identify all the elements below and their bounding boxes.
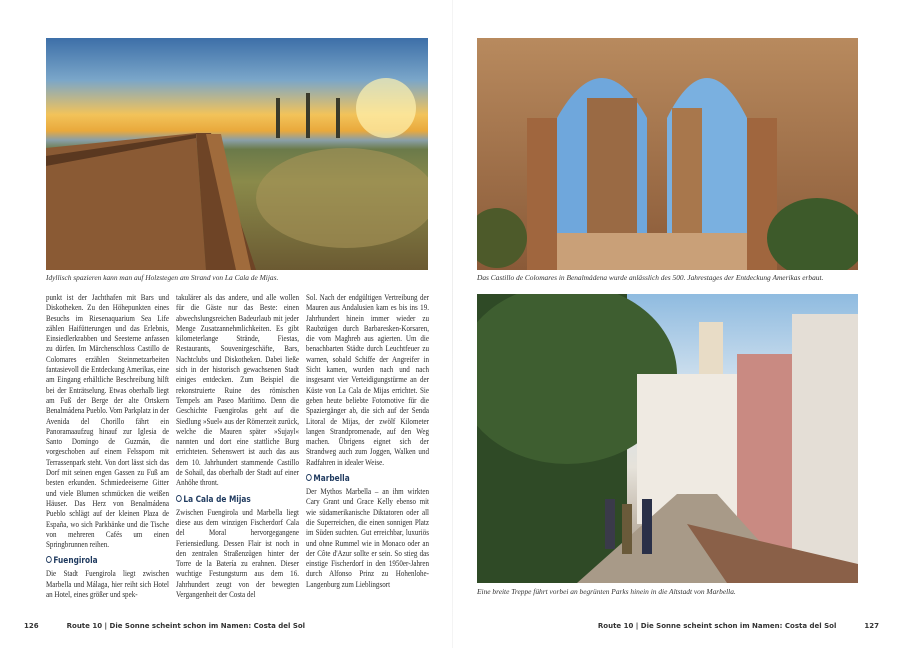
section-heading-text: La Cala de Mijas [183,494,251,505]
castillo-colomares-photo [477,38,858,270]
castillo-caption: Das Castillo de Colomares in Benalmádena wurde anlässlich des 500. Jahrestages der Entdeckung Amerikas erbaut. [477,273,824,282]
section-heading [176,495,299,506]
marbella-caption: Eine breite Treppe führt vorbei an begrünten Parks hinein in die Altstadt von Marbella. [477,587,736,596]
running-head: Route 10 | Die Sonne scheint schon im Namen: Costa del Sol [597,622,837,630]
body-paragraph: Der Mythos Marbella – an ihm wirkten Cary Grant und Grace Kelly ebenso mit wie südamerikanische Diktatoren oder all die Superreichen, die einen sonnigen Platz im Süden suchten. Gut erreichbar, luxuriös und ohne Rummel wie in Monaco oder an der Côte d'Azur sollte er sein. So stieg das einstige Fischerdorf in den 1950er-Jahren durch Alfonso Prinz zu Hohenlohe-Langenburg zum Lieblingsort [306,486,429,589]
section-heading [306,474,429,485]
body-paragraph: Sol. Nach der endgültigen Vertreibung der Mauren aus Andalusien kam es bis ins 19. Jahrhundert hinein immer wieder zu Raubzügen durch Barbaresken-Korsaren, die vom Maghreb aus agierten. Um die benachbarten Städte durch Leuchtfeuer zu warnen, sobald Schiffe der Angreifer in Sicht kamen, wurden nach und nach insgesamt vier Verteidigungstürme an der Küste von La Cala de Mijas errichtet. Sie geben heute beliebte Fotomotive für die Spaziergänger ab, die sich auf der Senda Litoral de Mijas, der zwölf Kilometer langen Strandpromenade, auf den Weg machen. Übrigens eignet sich der Strandweg auch zum Joggen, Walken und Radfahren in idealer Weise. [306,292,429,467]
circle-bullet-icon [176,495,182,502]
marbella-stairs-photo [477,294,858,583]
body-paragraph: Die Stadt Fuengirola liegt zwischen Marbella und Málaga, hier reiht sich Hotel an Hotel, eines größer und spek- [46,568,169,600]
right-footer [598,622,879,630]
body-paragraph: Zwischen Fuengirola und Marbella liegt diese aus dem winzigen Fischerdorf Cala del Moral hervorgegangene Feriensiedlung. Dessen Flair ist noch in den zentralen Straßenzügen hinter der Torre de la Batería zu erahnen. Dieser wuchtige Festungsturm aus dem 16. Jahrhundert zeugt von der bewegten Vergangenheit der Costa del [176,506,299,600]
boardwalk-photo [46,38,428,270]
page-number: 127 [864,622,879,630]
page-gutter [452,0,453,648]
body-paragraph: takulärer als das andere, und alle wollen für die Gäste nur das Beste: einen abwechslungsreichen Badeurlaub mit jeder Menge Zusatzannehmlichkeiten. Es gibt kilometerlange Strände, Fiestas, Restaurants, Souvenirgeschäfte, Bars, Nachtclubs und Diskotheken. Dabei ließe sich in der historisch gewachsenen Stadt einiges entdecken. Zum Beispiel die rekonstruierte Ruine des römischen Tempels am Paseo Marítimo. Denn die Geschichte Fuengirolas geht auf die Siedlung »Suel« aus der Römerzeit zurück, welche die Mauren später »Sujayl« nannten und dort eine stattliche Burg errichteten. Sehenswert ist auch das aus dem 10. Jahrhundert stammende Castillo de Sohail, das oberhalb der Stadt auf einer Anhöhe thront. [176,292,299,488]
circle-bullet-icon [46,556,52,563]
section-heading [46,556,169,567]
text-column-3 [306,292,429,589]
left-footer [24,622,305,630]
section-heading-text: Fuengirola [53,556,98,567]
section-heading-text: Marbella [313,474,350,485]
body-paragraph: punkt ist der Jachthafen mit Bars und Diskotheken. Zu den Höhepunkten eines Besuchs im Riesenaquarium Sea Life zählen Haifütterungen und das Erlebnis, Einsiedlerkrabben und Seesterne anfassen zu dürfen. Im Märchenschloss Castillo de Colomares erzählen Steinmetzarbeiten fantasievoll die Entdeckung Amerikas, eine am Eingang erhältliche Beschreibung hilft bei der Enträtselung. Etwas oberhalb liegt am Fuß der Berge der alte Ortskern Benalmádena Pueblo. Vom Parkplatz in der Avenida del Chorillo fährt ein Panoramaaufzug hinauf zur Iglesia de Santo Domingo de Guzmán, die vorgeschoben auf einem Felssporn mit Terrassenpark steht. Von dort lässt sich das Dorf mit seinen engen Gassen zu Fuß am besten erkunden. Schmiedeeiserne Gitter und viele Blumen schmücken die weißen Häuser. Das Herz von Benalmádena Pueblo schlägt auf der kleinen Plaza de España, wo sich Parkbänke und die Tische von mehreren Cafés um einen Springbrunnen reihen. [46,292,169,550]
running-head: Route 10 | Die Sonne scheint schon im Namen: Costa del Sol [66,622,306,630]
text-column-2 [176,292,299,599]
text-column-1 [46,292,169,599]
page-number: 126 [24,622,39,630]
boardwalk-caption: Idyllisch spazieren kann man auf Holzstegen am Strand von La Cala de Mijas. [46,273,279,282]
circle-bullet-icon [306,474,312,481]
